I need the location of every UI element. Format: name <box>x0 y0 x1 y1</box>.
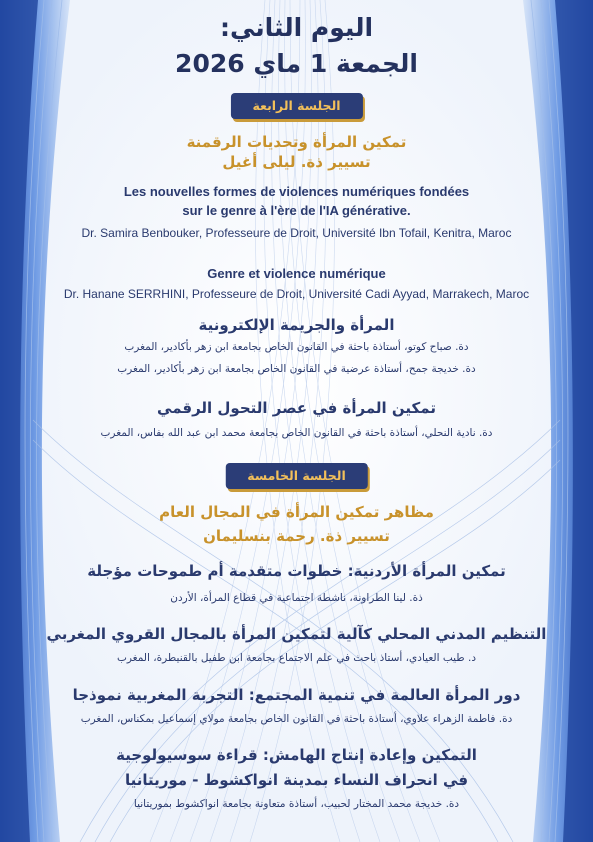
talk-title: sur le genre à l'ère de l'IA générative. <box>182 203 411 218</box>
talk-author: دة. فاطمة الزهراء علاوي، أستاذة باحثة في القانون الخاص بجامعة مولاي إسماعيل بمكناس، المغرب <box>80 713 513 725</box>
session-5-badge: الجلسة الخامسة <box>225 463 367 489</box>
talk-title: Genre et violence numérique <box>207 266 386 281</box>
talk-author: Dr. Hanane SERRHINI, Professeure de Droit, Université Cadi Ayyad, Marrakech, Maroc <box>63 287 530 301</box>
session-5-theme: مظاهر تمكين المرأة في المجال العام <box>159 503 434 521</box>
talk-author: Dr. Samira Benbouker, Professeure de Droit, Université Ibn Tofail, Kenitra, Maroc <box>81 226 512 240</box>
talk-title: المرأة والجريمة الإلكترونية <box>198 316 395 334</box>
talk-author: دة. خديجة جمح، أستاذة عرضية في القانون الخاص بجامعة ابن زهر بأكادير، المغرب <box>117 363 476 375</box>
talk-title: التمكين وإعادة إنتاج الهامش: قراءة سوسيولوجية <box>116 746 477 764</box>
talk-author: دة. صباح كوتو، أستاذة باحثة في القانون الخاص بجامعة ابن زهر بأكادير، المغرب <box>124 341 469 353</box>
talk-title: تمكين المرأة الأردنية: خطوات متقدمة أم طموحات مؤجلة <box>87 562 506 580</box>
talk-author: دة. نادية النحلي، أستاذة باحثة في القانون الخاص بجامعة محمد ابن عبد الله بفاس، المغرب <box>100 427 493 439</box>
talk-title: في انحراف النساء بمدينة انواكشوط - موريتانيا <box>124 771 469 789</box>
session-4-chair: تسيير ذة. ليلى أغيل <box>222 153 371 171</box>
talk-author: د. طيب العيادي، أستاذ باحث في علم الاجتماع بجامعة ابن طفيل بالقنيطرة، المغرب <box>116 652 477 664</box>
day-date: الجمعة 1 ماي 2026 <box>175 49 418 78</box>
talk-author: ذة. لينا الطراونة، ناشطة اجتماعية في قطاع المرأة، الأردن <box>170 592 423 604</box>
session-5-chair: تسيير ذة. رحمة بنسليمان <box>203 527 390 545</box>
talk-title: تمكين المرأة في عصر التحول الرقمي <box>157 399 436 417</box>
talk-author: دة. خديجة محمد المختار لحبيب، أستاذة متعاونة بجامعة انواكشوط بموريتانيا <box>133 798 460 810</box>
talk-title: دور المرأة العالمة في تنمية المجتمع: التجربة المغربية نموذجا <box>72 686 521 704</box>
talk-title: Les nouvelles formes de violences numériques fondées <box>123 184 470 199</box>
day-title: اليوم الثاني: <box>219 13 374 42</box>
session-4-theme: تمكين المرأة وتحديات الرقمنة <box>186 133 407 151</box>
talk-title: التنظيم المدني المحلي كآلية لتمكين المرأة بالمجال القروي المغربي <box>46 625 547 643</box>
session-4-badge: الجلسة الرابعة <box>230 93 362 119</box>
